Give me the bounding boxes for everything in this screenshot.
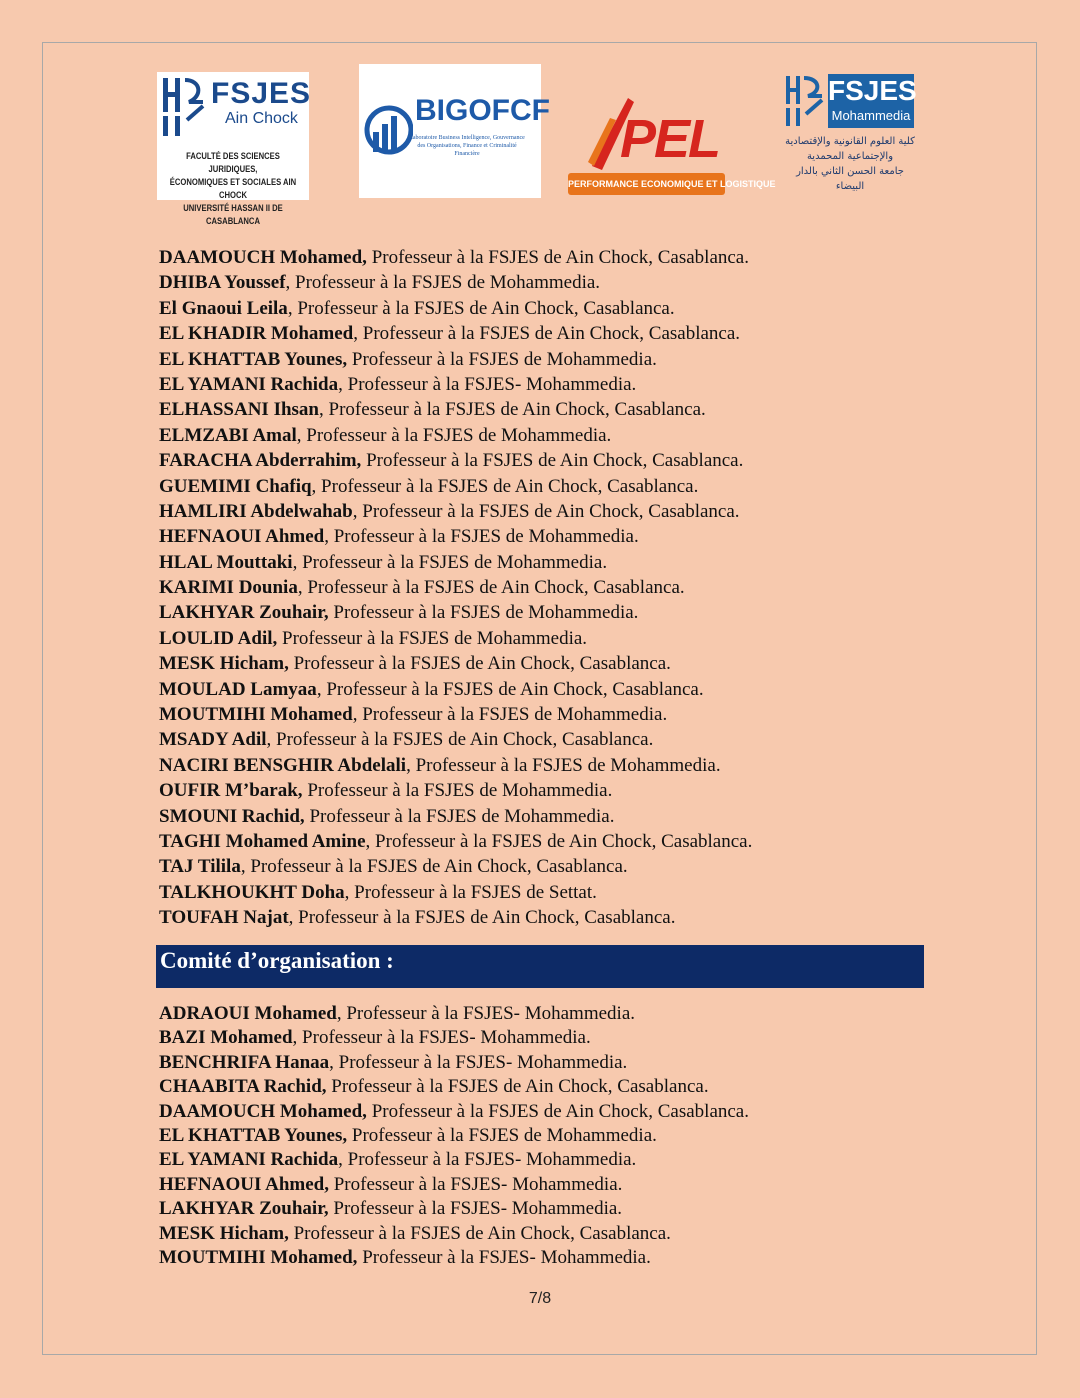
scientific-committee-list — [159, 245, 752, 931]
member-name: MSADY Adil — [159, 729, 267, 751]
member-row — [159, 854, 752, 879]
member-row — [159, 651, 752, 676]
member-name: EL KHADIR Mohamed — [159, 323, 354, 345]
member-row — [159, 1051, 749, 1075]
ain-chock-line: FACULTÉ DES SCIENCES JURIDIQUES, — [186, 151, 280, 174]
member-name: MOUTMIHI Mohamed — [159, 704, 353, 726]
member-affiliation: , Professeur à la FSJES- Mohammedia. — [329, 1051, 628, 1073]
member-row — [159, 372, 752, 397]
member-name: CHAABITA Rachid, — [159, 1076, 327, 1098]
member-affiliation: , Professeur à la FSJES- Mohammedia. — [338, 373, 637, 395]
pel-brand: PEL — [620, 109, 720, 169]
member-name: ELHASSANI Ihsan — [159, 399, 319, 421]
member-row — [159, 1246, 749, 1270]
member-row — [159, 550, 752, 575]
member-name: ADRAOUI Mohamed — [159, 1003, 337, 1024]
member-name: GUEMIMI Chafiq — [159, 475, 312, 497]
member-name: El Gnaoui Leila — [159, 297, 288, 319]
member-name: TOUFAH Najat — [159, 907, 289, 929]
member-row — [159, 423, 752, 448]
member-affiliation: , Professeur à la FSJES de Ain Chock, Casablanca. — [297, 577, 685, 599]
member-name: ELMZABI Amal — [159, 424, 297, 446]
member-affiliation: , Professeur à la FSJES de Ain Chock, Casablanca. — [365, 830, 753, 852]
member-name: LAKHYAR Zouhair, — [159, 1198, 329, 1220]
member-affiliation: Professeur à la FSJES de Ain Chock, Casablanca. — [288, 1222, 671, 1244]
member-affiliation: , Professeur à la FSJES- Mohammedia. — [338, 1149, 637, 1171]
member-name: DAAMOUCH Mohamed, — [159, 247, 367, 268]
member-affiliation: , Professeur à la FSJES de Ain Chock, Casablanca. — [266, 729, 654, 751]
member-name: MESK Hicham, — [159, 1222, 289, 1244]
bigofcf-logo — [359, 64, 550, 198]
member-row — [159, 397, 752, 422]
member-row — [159, 270, 752, 295]
member-name: TALKHOUKHT Doha — [159, 881, 345, 903]
member-row — [159, 347, 752, 372]
member-affiliation: Professeur à la FSJES- Mohammedia. — [328, 1198, 623, 1220]
member-affiliation: , Professeur à la FSJES de Ain Chock, Casablanca. — [287, 297, 675, 319]
member-row — [159, 1197, 749, 1221]
member-row — [159, 702, 752, 727]
member-name: EL KHATTAB Younes, — [159, 1124, 348, 1146]
member-affiliation: Professeur à la FSJES de Ain Chock, Casablanca. — [326, 1076, 709, 1098]
member-name: EL YAMANI Rachida — [159, 373, 339, 395]
member-affiliation: , Professeur à la FSJES de Ain Chock, Casablanca. — [353, 323, 741, 345]
member-affiliation: , Professeur à la FSJES de Mohammedia. — [324, 526, 639, 548]
member-row — [159, 829, 752, 854]
member-row — [159, 1075, 749, 1099]
member-row — [159, 880, 752, 905]
member-affiliation: Professeur à la FSJES de Mohammedia. — [277, 627, 588, 649]
ain-chock-line: UNIVERSITÉ HASSAN II DE CASABLANCA — [183, 203, 283, 226]
fsjes-mohammedia-logo — [784, 72, 916, 192]
member-name: LAKHYAR Zouhair, — [159, 602, 329, 624]
member-affiliation: , Professeur à la FSJES de Settat. — [344, 881, 597, 903]
member-row — [159, 524, 752, 549]
mohammedia-arabic-line: والإجتماعية المحمدية — [806, 151, 894, 162]
member-row — [159, 296, 752, 321]
member-name: EL KHATTAB Younes, — [159, 348, 348, 370]
member-name: FARACHA Abderrahim, — [159, 450, 362, 472]
member-row — [159, 575, 752, 600]
member-name: BENCHRIFA Hanaa — [159, 1051, 330, 1073]
mohammedia-arabic-line: كلية العلوم القانونية والإقتصادية — [785, 136, 915, 147]
member-row — [159, 1026, 749, 1050]
bar-chart-globe-icon — [363, 98, 413, 158]
ain-chock-campus: Ain Chock — [225, 110, 298, 127]
member-name: OUFIR M’barak, — [159, 780, 303, 802]
member-name: NACIRI BENSGHIR Abdelali — [159, 754, 407, 776]
member-affiliation: , Professeur à la FSJES de Mohammedia. — [352, 704, 668, 726]
member-affiliation: , Professeur à la FSJES- Mohammedia. — [292, 1027, 591, 1049]
member-row — [159, 1173, 749, 1197]
mohammedia-campus: Mohammedia — [831, 108, 911, 123]
member-affiliation: Professeur à la FSJES- Mohammedia. — [357, 1246, 651, 1268]
member-row — [159, 753, 752, 778]
fsjes-ain-chock-logo — [157, 72, 312, 226]
member-affiliation: Professeur à la FSJES de Mohammedia. — [347, 348, 657, 370]
member-row — [159, 727, 752, 752]
member-affiliation: , Professeur à la FSJES de Mohammedia. — [285, 272, 601, 294]
organizing-committee-heading: Comité d’organisation : — [156, 945, 924, 988]
member-name: HEFNAOUI Ahmed — [159, 526, 325, 548]
member-row — [159, 1148, 749, 1172]
member-name: LOULID Adil, — [159, 627, 278, 649]
member-affiliation: Professeur à la FSJES de Mohammedia. — [347, 1124, 657, 1146]
bigofcf-brand: BIGOFCF — [415, 94, 550, 127]
member-row — [159, 1124, 749, 1148]
member-row — [159, 677, 752, 702]
member-row — [159, 1100, 749, 1124]
organizing-committee-list — [159, 1002, 749, 1270]
member-name: TAJ Tilila — [159, 856, 241, 878]
member-name: TAGHI Mohamed Amine — [159, 830, 366, 852]
pel-logo — [568, 90, 776, 200]
logo-strip — [0, 62, 1080, 226]
ain-chock-brand: FSJES — [211, 77, 312, 110]
member-row — [159, 245, 752, 270]
member-name: DHIBA Youssef — [159, 272, 286, 294]
member-name: EL YAMANI Rachida — [159, 1149, 339, 1171]
member-row — [159, 1222, 749, 1246]
member-row — [159, 905, 752, 930]
member-affiliation: , Professeur à la FSJES de Ain Chock, Casablanca. — [319, 399, 706, 421]
mohammedia-arabic-line: جامعة الحسن الثاني بالدار البيضاء — [796, 166, 904, 192]
bigofcf-description: Laboratoire Business Intelligence, Gouvernance des Organisations, Finance et Criminalité Financière — [409, 135, 525, 157]
member-name: KARIMI Dounia — [159, 577, 298, 599]
member-name: MOULAD Lamyaa — [159, 678, 317, 700]
member-row — [159, 626, 752, 651]
member-name: HLAL Mouttaki — [159, 551, 293, 573]
member-row — [159, 499, 752, 524]
mohammedia-brand: FSJES — [828, 75, 917, 106]
member-affiliation: , Professeur à la FSJES- Mohammedia. — [336, 1003, 636, 1024]
member-affiliation: Professeur à la FSJES de Ain Chock, Casablanca. — [366, 1100, 749, 1122]
member-row — [159, 448, 752, 473]
member-name: DAAMOUCH Mohamed, — [159, 1100, 367, 1122]
member-row — [159, 804, 752, 829]
member-row — [159, 474, 752, 499]
member-affiliation: , Professeur à la FSJES de Mohammedia. — [406, 754, 721, 776]
member-affiliation: , Professeur à la FSJES de Ain Chock, Casablanca. — [288, 907, 676, 929]
member-row — [159, 321, 752, 346]
member-row — [159, 600, 752, 625]
member-name: SMOUNI Rachid, — [159, 805, 305, 827]
member-name: MESK Hicham, — [159, 653, 289, 675]
member-affiliation: , Professeur à la FSJES de Ain Chock, Casablanca. — [316, 678, 704, 700]
member-row — [159, 778, 752, 803]
member-affiliation: Professeur à la FSJES de Ain Chock, Casablanca. — [288, 653, 671, 675]
ain-chock-line: ÉCONOMIQUES ET SOCIALES AIN CHOCK — [169, 177, 297, 200]
member-affiliation: , Professeur à la FSJES de Mohammedia. — [292, 551, 608, 573]
member-affiliation: Professeur à la FSJES de Mohammedia. — [328, 602, 639, 624]
member-affiliation: Professeur à la FSJES de Ain Chock, Casablanca. — [361, 450, 744, 472]
member-affiliation: , Professeur à la FSJES de Ain Chock, Casablanca. — [352, 500, 740, 522]
uh2-emblem-icon — [161, 76, 207, 138]
member-affiliation: Professeur à la FSJES- Mohammedia. — [328, 1173, 623, 1195]
uh2-emblem-icon — [784, 74, 826, 128]
member-affiliation: Professeur à la FSJES de Ain Chock, Casablanca. — [366, 247, 749, 268]
member-affiliation: Professeur à la FSJES de Mohammedia. — [302, 780, 613, 802]
member-name: HAMLIRI Abdelwahab — [159, 500, 353, 522]
member-affiliation: , Professeur à la FSJES de Ain Chock, Casablanca. — [311, 475, 699, 497]
member-name: HEFNAOUI Ahmed, — [159, 1173, 329, 1195]
member-affiliation: , Professeur à la FSJES de Mohammedia. — [296, 424, 612, 446]
member-name: BAZI Mohamed — [159, 1027, 293, 1049]
member-name: MOUTMIHI Mohamed, — [159, 1246, 358, 1268]
pel-tagline: PERFORMANCE ECONOMIQUE ET LOGISTIQUE — [568, 173, 725, 195]
member-affiliation: , Professeur à la FSJES de Ain Chock, Casablanca. — [240, 856, 628, 878]
member-row — [159, 1002, 749, 1026]
member-affiliation: Professeur à la FSJES de Mohammedia. — [304, 805, 615, 827]
page-number: 7/8 — [528, 1290, 552, 1307]
